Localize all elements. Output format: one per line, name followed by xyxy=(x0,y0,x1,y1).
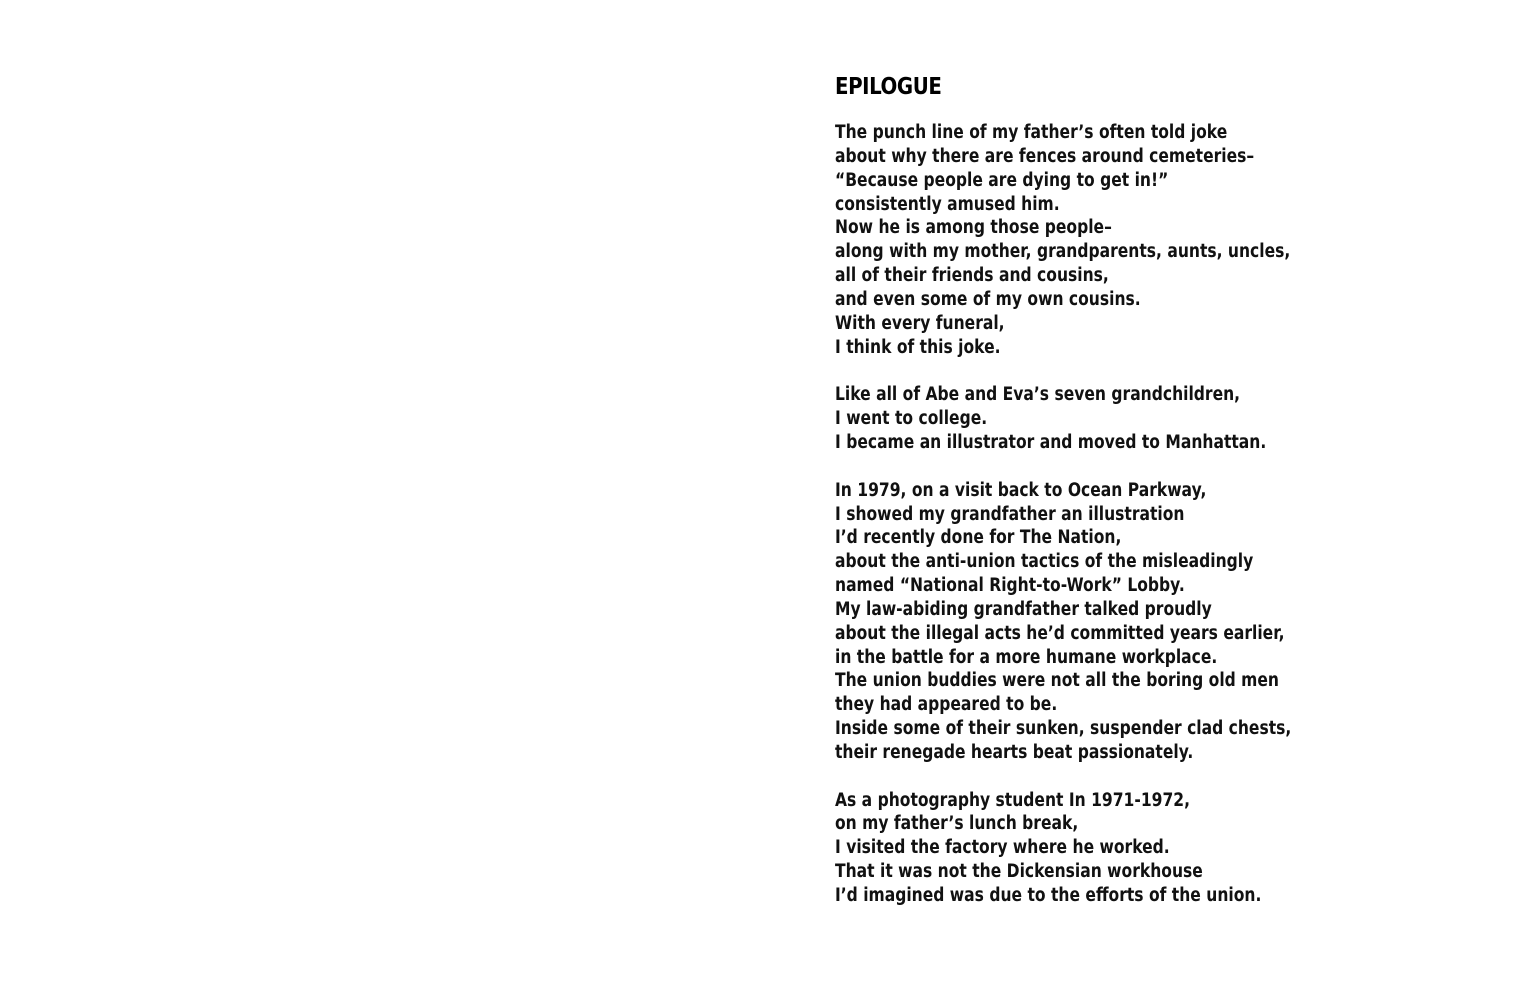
poem-line: Like all of Abe and Eva’s seven grandchildren, xyxy=(835,384,1241,406)
poem-line: The union buddies were not all the boring old men xyxy=(835,670,1279,692)
poem-line: about the illegal acts he’d committed years earlier, xyxy=(835,622,1285,644)
poem-line: consistently amused him. xyxy=(835,193,1060,215)
poem-line: named “National Right-to-Work” Lobby. xyxy=(835,575,1185,597)
poem-line: As a photography student In 1971-1972, xyxy=(835,789,1190,811)
stanza-3 xyxy=(835,479,1291,765)
poem-line: in the battle for a more humane workplace. xyxy=(835,646,1218,668)
poem-line: about why there are fences around cemeteries– xyxy=(835,145,1255,167)
poem-line: along with my mother, grandparents, aunts, uncles, xyxy=(835,241,1291,263)
poem-line: on my father’s lunch break, xyxy=(835,813,1079,835)
page-heading: EPILOGUE xyxy=(835,74,942,100)
poem-line: Now he is among those people– xyxy=(835,217,1112,239)
poem-line: their renegade hearts beat passionately. xyxy=(835,741,1194,763)
poem-line: With every funeral, xyxy=(835,312,1005,334)
poem-line: That it was not the Dickensian workhouse xyxy=(835,861,1203,883)
poem-line: I visited the factory where he worked. xyxy=(835,837,1170,859)
poem-line: “Because people are dying to get in!” xyxy=(835,169,1169,191)
stanza-4 xyxy=(835,789,1291,908)
poem-body xyxy=(835,121,1291,908)
poem-line: I went to college. xyxy=(835,408,988,430)
poem-line: The punch line of my father’s often told joke xyxy=(835,122,1228,143)
poem-line: I think of this joke. xyxy=(835,336,1001,358)
poem-line: about the anti-union tactics of the misleadingly xyxy=(835,551,1254,573)
poem-line: I showed my grandfather an illustration xyxy=(835,503,1185,525)
stanza-2 xyxy=(835,383,1291,455)
poem-line: I’d recently done for The Nation, xyxy=(835,527,1122,549)
poem-line: In 1979, on a visit back to Ocean Parkway, xyxy=(835,479,1207,501)
poem-line: they had appeared to be. xyxy=(835,694,1058,716)
poem-line: My law-abiding grandfather talked proudly xyxy=(835,598,1212,620)
poem-line: I became an illustrator and moved to Manhattan. xyxy=(835,431,1267,453)
right-page xyxy=(764,0,1528,1000)
stanza-1 xyxy=(835,121,1291,359)
poem-line: Inside some of their sunken, suspender clad chests, xyxy=(835,718,1292,740)
poem-line: and even some of my own cousins. xyxy=(835,288,1141,310)
poem-line: I’d imagined was due to the efforts of the union. xyxy=(835,885,1262,906)
poem-line: all of their friends and cousins, xyxy=(835,265,1109,287)
